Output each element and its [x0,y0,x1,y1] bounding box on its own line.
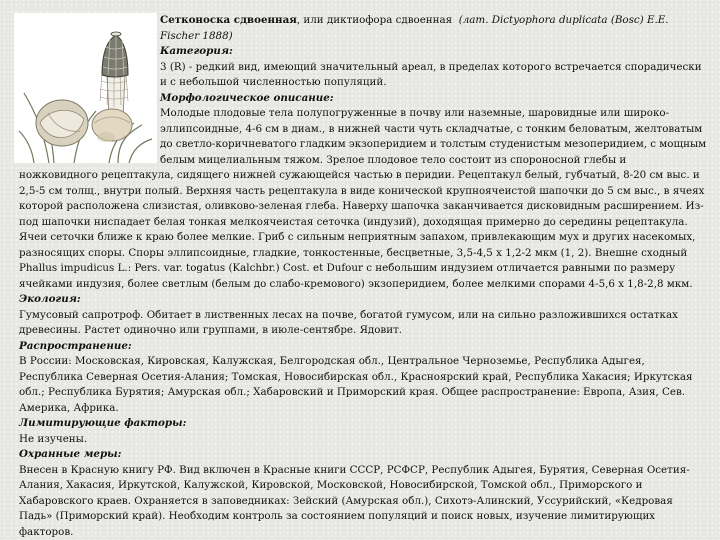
protection-heading: Охранные меры: [19,448,122,460]
species-name: Сетконоска сдвоенная [160,14,297,26]
ecology-heading: Экология: [19,293,81,305]
limiting-factors-heading: Лимитирующие факторы: [19,417,187,429]
category-heading: Категория: [160,45,233,57]
limiting-factors-text: Не изучены. [19,432,88,445]
distribution-heading: Распространение: [19,339,132,352]
species-latin-name: (лат. Dictyophora duplicata (Bosc) E.E. Fischer 1888) [160,14,669,42]
morphology-heading: Морфологическое описание: [160,91,334,104]
species-synonym: , или диктиофора сдвоенная [296,14,453,26]
distribution-text: В России: Московская, Кировская, Калужская, Белгородская обл., Центральное Черноземье, Республика Адыгея, Республика Северная Осетия-Алания; Томская, Новосибирская обл., Красноярский край, Республика Хакасия; Иркутская обл.; Республика Бурятия; Амурская обл.; Хабаровский и Приморский края. Общее распространение: Европа, Азия, Сев. Америка, Африка. [19,355,693,414]
ecology-text: Гумусовый сапротроф. Обитает в лиственных лесах на почве, богатой гумусом, или на сильно разложившихся остатках древесины. Растет одиночно или группами, в июле-сентябре. Ядовит. [19,308,678,336]
morphology-text: Молодые плодовые тела полупогруженные в почву или наземные, шаровидные или широко-эллипсоидные, 4-6 см в диам., в нижней части чуть складчатые, с тонким беловатым, желтоватым до светло-коричневатого гладким экзоперидием и толстым студенистым мезоперидием, с мощным белым мицелиальным тяжом. Зрелое плодовое тело состоит из спороносной глебы и ножковидного рецептакула, сидящего нижней сужающейся частью в перидии. Рецептакул белый, губчатый, 8-20 см выс. и 2,5-5 см толщ., внутри полый. Верхняя часть рецептакула в виде конической крупноячеистой шапочки до 5 см выс., в ячеях которой расположена слизистая, оливково-зеленая глеба. Наверху шапочка заканчивается дисковидным расширением. Из-под шапочки ниспадает белая тонкая мелкоячеистая сеточка (индузий), доходящая примерно до середины рецептакула. Ячеи сеточки ближе к краю более мелкие. Гриб с сильным неприятным запахом, привлекающим мух и других насекомых, разносящих споры. Споры эллипсоидные, гладкие, тонкостенные, бесцветные, 3,5-4,5 х 1,2-2 мкм (1, 2). Внешне сходный Phallus impudicus L.: Pers. var. togatus (Kalchbr.) Cost. et Dufour с небольшим индузием отличается равными по размеру ячейками индузия, более светлым (белым до слабо-кремового) экзоперидием, более мелкими спорами 4-5,6 х 1,8-2,8 мкм. [19,107,707,290]
protection-text: Внесен в Красную книгу РФ. Вид включен в Красные книги СССР, РСФСР, Республик Адыгея, Бурятия, Северная Осетия-Алания, Хакасия, Иркутской, Калужской, Кировской, Московской, Новосибирской, Томской обл., Приморского и Хабаровского краев. Охраняется в заповедниках: Зейский (Амурская обл.), Сихотэ-Алинский, Уссурийский, «Кедровая Падь» (Приморский край). Необходим контроль за состоянием популяций и поиск новых, изучение лимитирующих факторов. [19,463,690,538]
category-text: 3 (R) - редкий вид, имеющий значительный ареал, в пределах которого встречается спорадически и с небольшой численностью популяций. [160,60,702,88]
mushroom-illustration [14,13,157,163]
